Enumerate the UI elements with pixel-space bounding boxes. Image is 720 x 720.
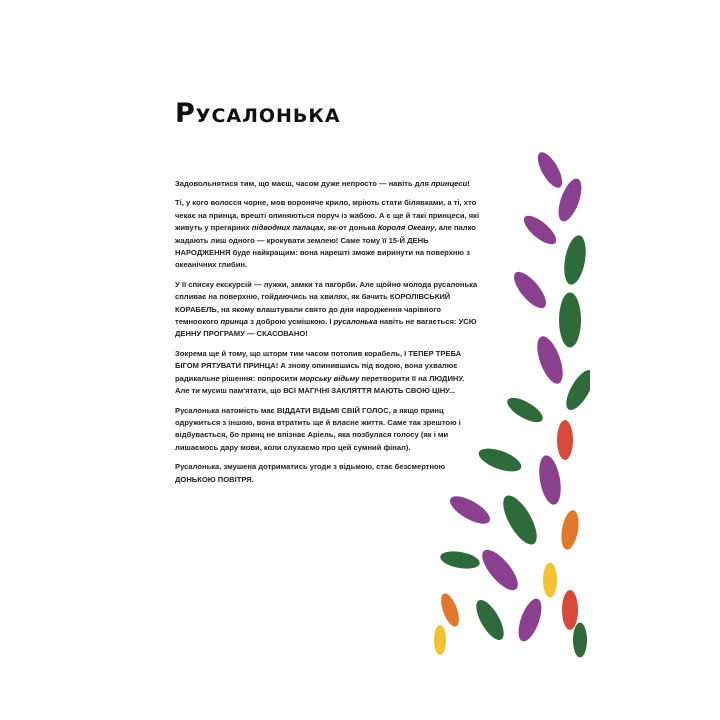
text-run: Русалонька натомість має ВІДДАТИ ВІДЬМІ СВІЙ ГОЛОС, а якщо принц одружиться з іншою, вона втратить ще й власне життя. Саме так зрештою і відбувається, бо принц не впізнає Аріель, яка позбулася голосу (як і ми лишаємось дару мови, коли слухаємо про цей сумний фінал). (175, 405, 461, 452)
leaf-shape (497, 491, 544, 550)
text-run: з доброю усмішкою. І (248, 317, 334, 327)
text-run: , але палко жадають лиш одного — крокувати землею! Саме тому її 15-Й ДЕНЬ НАРОДЖЕННЯ буде найкращим: вона нарешті зможе виринути на поверхню з океанічних глибин. (175, 223, 476, 270)
leaf-shape (561, 234, 589, 287)
text-run: ! (467, 179, 470, 188)
leaf-shape (559, 509, 582, 551)
text-run: Зокрема ще й тому, що шторм тим часом потопив корабель, І ТЕПЕР ТРЕБА БІГОМ РЯТУВАТИ ПРИНЦА! А знову опинившись під водою, вона ухвалює радикальне рішення: попросити (175, 348, 462, 383)
text-run: , як-от донька (323, 223, 378, 233)
emphasized-text: принца (220, 317, 249, 327)
leaf-shape (434, 625, 446, 655)
page-title: Русалонька (175, 98, 341, 129)
leaf-shape (559, 293, 581, 348)
leaf-shape (543, 563, 557, 598)
leaf-shape (561, 366, 590, 414)
text-run: перетворити її на ЛЮДИНУ. Але ти мусиш пам'ятати, що ВСІ МАГІЧНІ ЗАКЛЯТТЯ МАЮТЬ СВОЮ ЦІНУ... (175, 373, 465, 396)
leaf-shape (504, 393, 547, 427)
leaf-shape (536, 454, 564, 507)
leaf-shape (437, 591, 462, 629)
underwater-plants-illustration (430, 140, 590, 660)
emphasized-text: Короля Океану (377, 223, 435, 233)
leaf-shape (557, 420, 573, 460)
leaf-shape (562, 590, 578, 630)
leaf-shape (573, 623, 587, 658)
emphasized-text: підводних палацах (251, 223, 324, 233)
text-run: У її списку екскурсій — лужки, замки та пагорби. Але щойно молода русалонька спливає на поверхню, гойдаючись на хвилях, як бачить КОРОЛІВСЬКИЙ КОРАБЕЛЬ, на якому влаштували свято до дня народження чарівного темноокого (175, 279, 478, 327)
text-run: навіть не вагається: УСЮ ДЕННУ ПРОГРАМУ — СКАСОВАНО! (175, 317, 477, 339)
leaf-shape (446, 491, 494, 529)
leaf-shape (520, 211, 561, 249)
emphasized-text: принцеси (431, 179, 468, 188)
leaf-shape (471, 596, 509, 644)
text-run: Ті, у кого волосся чорне, мов вороняче крило, мріють стати білявками, а ті, хто чекає на принца, врешті опиняються поруч із жабою. А є ще й такі принцеси, які живуть у прегарних (175, 198, 480, 233)
leaf-shape (532, 333, 568, 387)
leaf-shape (533, 149, 567, 192)
leaf-shape (476, 544, 523, 595)
leaf-shape (439, 549, 481, 572)
emphasized-text: русалонька (333, 317, 378, 327)
emphasized-text: морську відьму (299, 373, 360, 383)
leaf-shape (476, 444, 524, 476)
leaf-shape (509, 267, 552, 313)
text-run: Задовольнятися тим, що маєш, часом дуже непросто — навіть для (175, 179, 431, 188)
leaf-shape (514, 596, 546, 644)
text-run: Русалонька, змушена дотриматись угоди з відьмою, стає безсмертною ДОНЬКОЮ ПОВІТРЯ. (175, 462, 446, 484)
